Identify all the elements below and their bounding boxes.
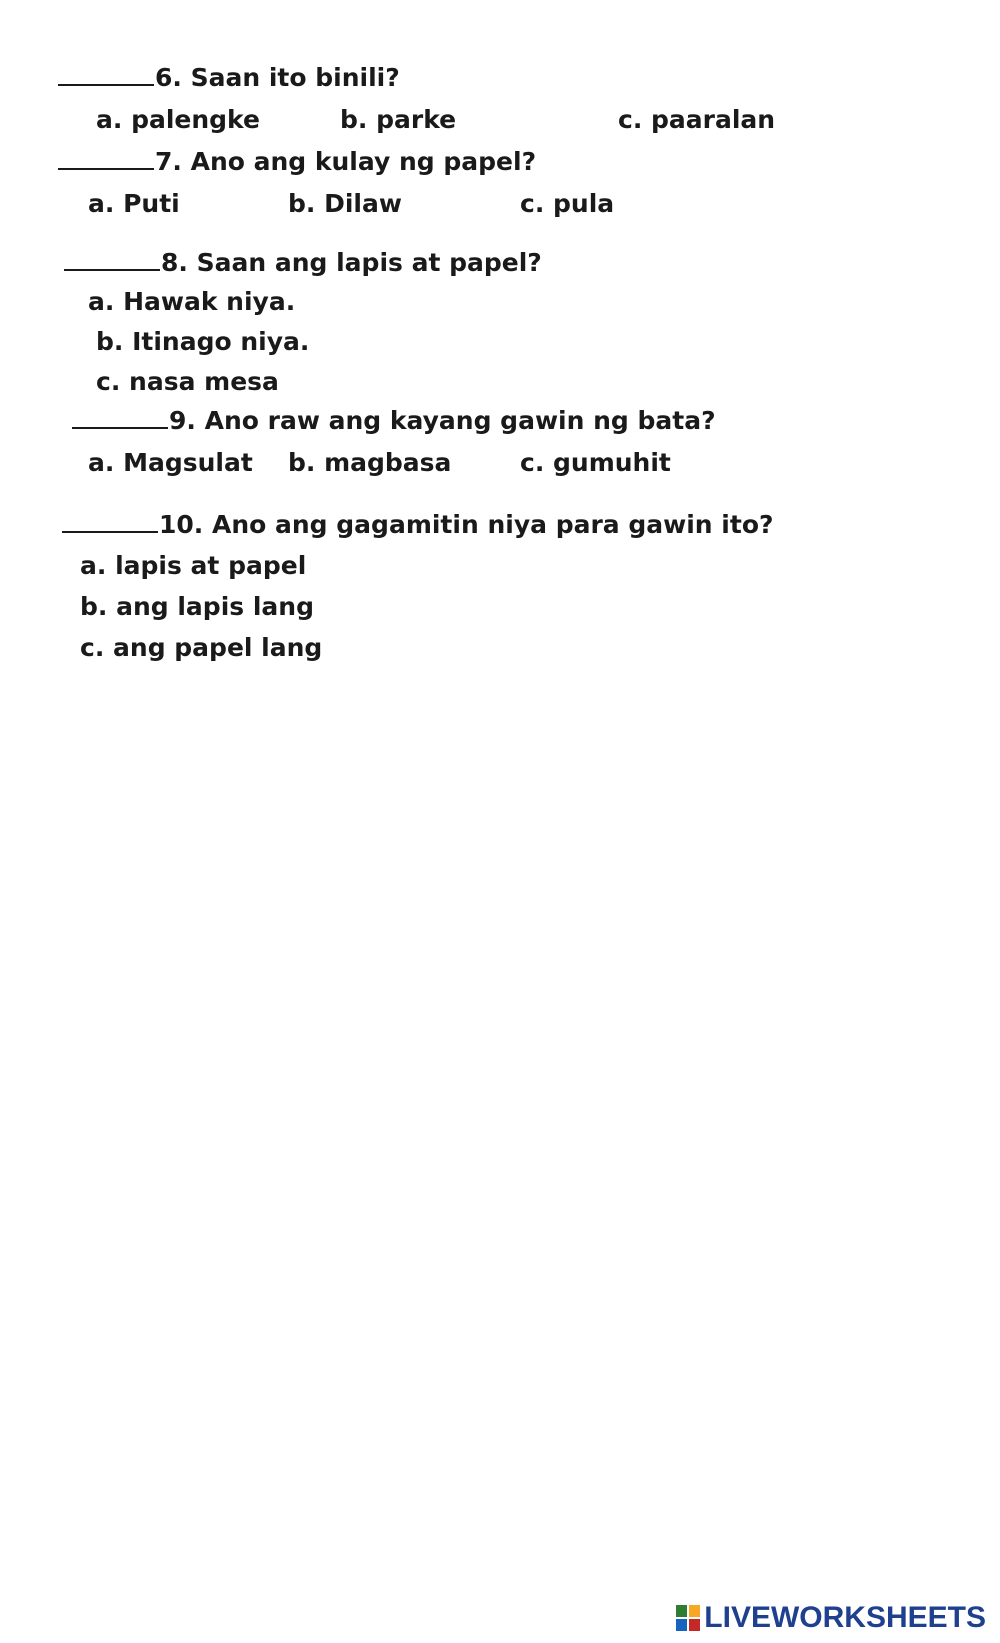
q10-option-a[interactable]: a. lapis at papel	[80, 551, 307, 580]
question-10-text: 10. Ano ang gagamitin niya para gawin ito?	[159, 510, 774, 539]
question-7	[58, 146, 536, 178]
answer-blank-9[interactable]	[72, 405, 168, 429]
q9-option-a[interactable]: a. Magsulat	[88, 448, 253, 477]
answer-blank-6[interactable]	[58, 62, 154, 86]
question-10	[62, 509, 774, 541]
question-7-text: 7. Ano ang kulay ng papel?	[155, 147, 537, 176]
q8-option-a[interactable]: a. Hawak niya.	[88, 287, 296, 316]
q6-option-a[interactable]: a. palengke	[96, 105, 260, 134]
question-9	[72, 405, 716, 437]
q10-option-c[interactable]: c. ang papel lang	[80, 633, 323, 662]
q8-option-b[interactable]: b. Itinago niya.	[96, 327, 310, 356]
answer-blank-7[interactable]	[58, 146, 154, 170]
q9-option-c[interactable]: c. gumuhit	[520, 448, 671, 477]
q9-option-b[interactable]: b. magbasa	[288, 448, 452, 477]
q7-option-b[interactable]: b. Dilaw	[288, 189, 402, 218]
liveworksheets-wordmark: LIVEWORKSHEETS	[704, 1601, 986, 1634]
q6-option-c[interactable]: c. paaralan	[618, 105, 776, 134]
question-9-text: 9. Ano raw ang kayang gawin ng bata?	[169, 406, 716, 435]
question-6	[58, 62, 400, 94]
question-6-text: 6. Saan ito binili?	[155, 63, 400, 92]
liveworksheets-grid-icon	[676, 1605, 700, 1631]
q6-option-b[interactable]: b. parke	[340, 105, 457, 134]
q7-option-c[interactable]: c. pula	[520, 189, 615, 218]
answer-blank-10[interactable]	[62, 509, 158, 533]
question-8	[64, 247, 542, 279]
q8-option-c[interactable]: c. nasa mesa	[96, 367, 279, 396]
answer-blank-8[interactable]	[64, 247, 160, 271]
q7-option-a[interactable]: a. Puti	[88, 189, 180, 218]
question-8-text: 8. Saan ang lapis at papel?	[161, 248, 542, 277]
liveworksheets-logo	[676, 1601, 986, 1635]
q10-option-b[interactable]: b. ang lapis lang	[80, 592, 314, 621]
